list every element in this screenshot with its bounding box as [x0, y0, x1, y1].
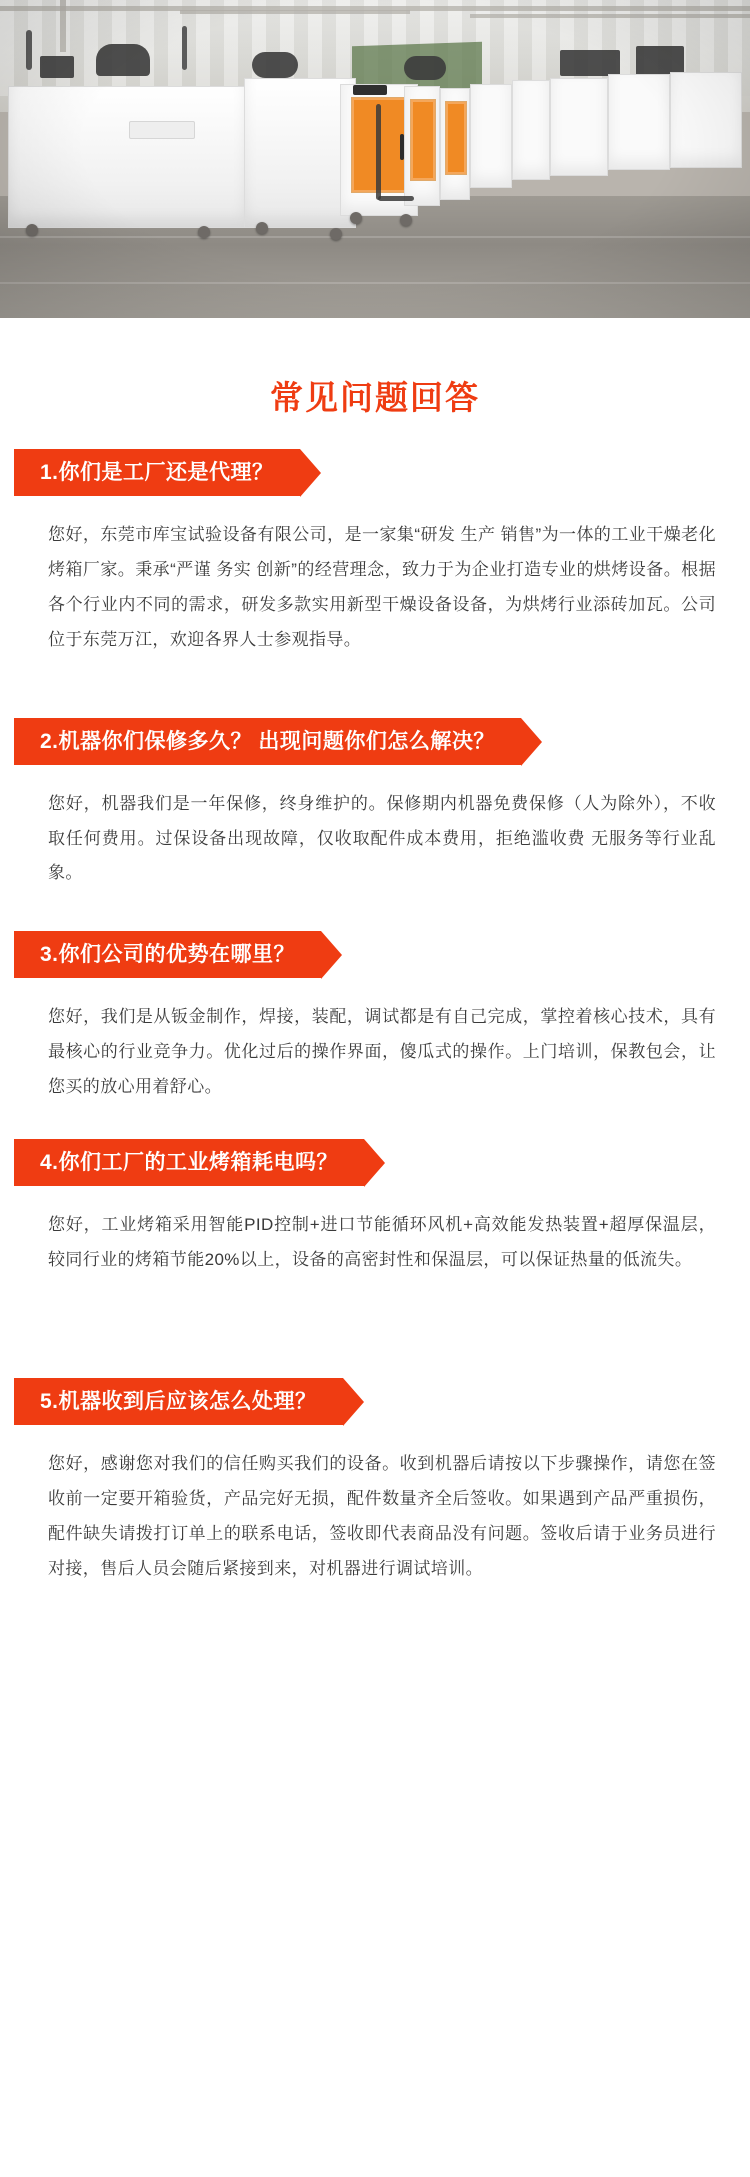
faq-answer-1: 您好，东莞市库宝试验设备有限公司，是一家集“研发 生产 销售”为一体的工业干燥老化烤箱厂家。秉承“严谨 务实 创新”的经营理念，致力于为企业打造专业的烘烤设备。根据各个行业内不同的需求，研发多款实用新型干燥设备设备，为烘烤行业添砖加瓦。公司位于东莞万江，欢迎各界人士参观指导。 — [48, 525, 716, 649]
floor-line — [0, 236, 750, 238]
roof-beam — [470, 14, 750, 18]
motor-unit-icon — [96, 44, 150, 76]
cable-pipe — [378, 196, 414, 201]
faq-question-4: 4.你们工厂的工业烤箱耗电吗？ — [14, 1139, 364, 1186]
cable-pipe — [376, 104, 381, 200]
faq-answer-4: 您好，工业烤箱采用智能PID控制+进口节能循环风机+高效能发热装置+超厚保温层，较同行业的烤箱节能20%以上，设备的高密封性和保温层，可以保证热量的低流失。 — [48, 1215, 716, 1270]
oven-unit-orange-2 — [404, 86, 440, 206]
caster-wheel — [198, 226, 210, 238]
oven-unit-distant-5 — [670, 72, 742, 168]
oven-vent — [129, 121, 195, 139]
pipe — [182, 26, 187, 70]
faq-answer-5: 您好，感谢您对我们的信任购买我们的设备。收到机器后请按以下步骤操作，请您在签收前一定要开箱验货，产品完好无损，配件数量齐全后签收。如果遇到产品严重损伤，配件缺失请拨打订单上的联系电话，签收即代表商品没有问题。签收后请于业务员进行对接，售后人员会随后紧接到来，对机器进行调试培训。 — [48, 1454, 716, 1578]
oven-door — [445, 101, 467, 175]
caster-wheel — [256, 222, 268, 234]
faq-question-1: 1.你们是工厂还是代理？ — [14, 449, 300, 496]
faq-item-4 — [0, 1139, 750, 1186]
oven-unit-orange-3 — [440, 88, 470, 200]
faq-item-1 — [0, 449, 750, 496]
oven-unit-distant-1 — [470, 84, 512, 188]
motor-unit-icon — [404, 56, 446, 80]
faq-item-3 — [0, 931, 750, 978]
faq-answer-2: 您好，机器我们是一年保修，终身维护的。保修期内机器免费保修（人为除外），不收取任何费用。过保设备出现故障，仅收取配件成本费用，拒绝滥收费 无服务等行业乱象。 — [48, 793, 716, 883]
pipe — [26, 30, 32, 70]
faq-question-5: 5.机器收到后应该怎么处理？ — [14, 1378, 343, 1425]
page-title: 常见问题回答 — [270, 379, 480, 416]
roof-beam — [180, 10, 410, 14]
caster-wheel — [400, 214, 412, 226]
oven-unit-distant-3 — [550, 78, 608, 176]
faq-answer-3: 您好，我们是从钣金制作，焊接，装配，调试都是有自己完成，掌控着核心技术，具有最核心的行业竞争力。优化过后的操作界面，傻瓜式的操作。上门培训，保教包会，让您买的放心用着舒心。 — [48, 1007, 716, 1097]
faq-question-2: 2.机器你们保修多久？ 出现问题你们怎么解决？ — [14, 718, 521, 765]
oven-unit-distant-4 — [608, 74, 670, 170]
oven-unit-distant-2 — [512, 80, 550, 180]
faq-item-5 — [0, 1378, 750, 1425]
floor-line — [0, 282, 750, 284]
faq-question-3: 3.你们公司的优势在哪里？ — [14, 931, 321, 978]
hero-photo — [0, 0, 750, 318]
caster-wheel — [26, 224, 38, 236]
oven-unit-front-left — [8, 86, 246, 228]
oven-door — [410, 99, 436, 181]
caster-wheel — [330, 228, 342, 240]
motor-unit-icon — [252, 52, 298, 78]
machinery-icon — [560, 50, 620, 76]
faq-item-2 — [0, 718, 750, 765]
control-box-icon — [40, 56, 74, 78]
roof-column — [60, 0, 66, 52]
caster-wheel — [350, 212, 362, 224]
oven-control-panel — [353, 85, 387, 95]
